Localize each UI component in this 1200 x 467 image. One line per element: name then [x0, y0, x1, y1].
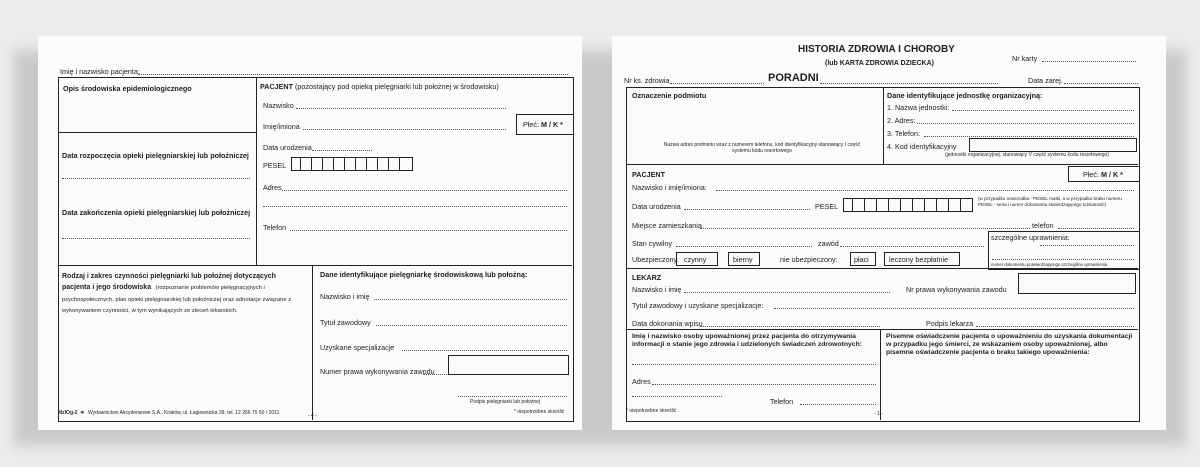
nurse-podpis-label: Podpis pielęgniarki lub położnej [470, 399, 541, 405]
data-rozp-line[interactable] [62, 178, 250, 179]
upowaz-adres-line[interactable] [652, 384, 876, 385]
leczony-checkbox[interactable]: leczony bezpłatnie [884, 252, 960, 266]
telefon-line[interactable] [290, 230, 567, 231]
nurse-spec-label: Uzyskane specjalizacje [320, 343, 395, 352]
pacjent-pesel-label: PESEL [815, 202, 839, 211]
data-zak-line[interactable] [62, 238, 250, 239]
jednostka-nazwa-line[interactable] [952, 110, 1134, 111]
plec-text: Płeć: M / K * [1083, 170, 1123, 179]
nurse-nazwisko-line[interactable] [374, 299, 567, 300]
imie-line[interactable] [303, 129, 506, 130]
env-opis-label: Opis środowiska epidemiologicznego [63, 84, 192, 93]
nurse-spec-line[interactable] [402, 350, 567, 351]
nr-karty-line[interactable] [1042, 61, 1136, 62]
lekarz-nazwisko-label: Nazwisko i imię [632, 285, 682, 294]
patient-name-label: Imię i nazwisko pacjenta: [60, 67, 140, 76]
podmiot-note: Nazwa adres podmiotu wraz z numerem telefonu, kod identyfikacyjny stanowiący I część systemu kodu resortowego [663, 142, 861, 154]
adres-line[interactable] [282, 190, 567, 191]
upowaz-telefon-line[interactable] [800, 404, 876, 405]
jednostka-nazwa-label: 1. Nazwa jednostki: [887, 103, 950, 112]
nr-ks-label: Nr ks. zdrowia [624, 76, 670, 85]
stan-cywilny-label: Stan cywilny [632, 239, 672, 248]
pacjent-nazwisko-label: Nazwisko i imię/imiona: [632, 183, 707, 192]
jednostka-telefon-label: 3. Telefon: [887, 129, 921, 138]
pesel-field[interactable] [291, 157, 413, 171]
nurse-numer-box[interactable] [448, 355, 569, 375]
left-page [38, 36, 582, 430]
patient-name-line[interactable] [138, 74, 568, 75]
nr-ks-line[interactable] [670, 83, 764, 84]
patient-header: PACJENT (pozostający pod opieką pielęgniarki lub położnej w środowisku) [260, 82, 499, 91]
pacjent-pesel-field[interactable] [843, 198, 973, 212]
plec-text: Płeć: M / K * [523, 120, 563, 129]
pacjent-data-urodzenia-label: Data urodzenia [632, 202, 681, 211]
szczegolne-label: szczególne uprawnienia: [991, 233, 1070, 242]
lekarz-nazwisko-line[interactable] [684, 292, 890, 293]
pacjent-telefon-line[interactable] [1058, 228, 1134, 229]
jednostka-adres-label: 2. Adres: [887, 116, 916, 125]
bierny-checkbox[interactable]: bierny [728, 252, 760, 266]
upowaznienie-left-text: Imię i nazwisko osoby upoważnionej przez pacjenta do otrzymywania informacji o stanie jego zdrowia i udzielonych świadczeń zdrowotnych: [632, 333, 862, 349]
pesel-label: PESEL [263, 161, 287, 170]
publisher-logo-icon: ❖ [80, 410, 85, 416]
lekarz-nr-box[interactable] [1018, 273, 1136, 294]
telefon-label: Telefon [263, 223, 287, 232]
divider [627, 164, 1138, 165]
nurse-nazwisko-label: Nazwisko i imię [320, 292, 370, 301]
pesel-note: (w przypadku noworodka - PESEL matki, a w przypadku braku numeru PESEL - seria i numer dokumentu stwierdzającego tożsamość) [978, 196, 1122, 207]
lekarz-header: LEKARZ [632, 273, 662, 282]
divider [627, 329, 1138, 330]
nr-karty-label: Nr karty [1012, 54, 1038, 63]
jednostka-kod-label: 4. Kod identyfikacyjny [887, 142, 957, 151]
upowaz-telefon-label: Telefon [770, 397, 794, 406]
pacjent-nazwisko-line[interactable] [716, 190, 1134, 191]
data-zarej-line[interactable] [1064, 83, 1138, 84]
divider [883, 88, 884, 165]
data-zarej-label: Data zarej. [1028, 76, 1063, 85]
placi-checkbox[interactable]: płaci [850, 252, 876, 266]
page-number: - 1 - [874, 411, 883, 417]
nie-ubezpieczony-label: nie ubezpieczony: [780, 255, 838, 264]
oznaczenie-label: Oznaczenie podmiotu [632, 91, 707, 100]
jednostka-adres-line[interactable] [917, 123, 1134, 124]
podpis-lekarza-label: Podpis lekarza [926, 319, 974, 328]
nurse-header: Dane identyfikujące pielęgniarkę środowiskową lub położną: [320, 270, 528, 279]
rodzaj-text: Rodzaj i zakres czynności pielęgniarki lub położnej dotyczących pacjenta i jego środowiska (rozpoznanie problemów pielęgnacyjnych i psychospołecznych, plan opieki pielęgniarskiej lub położniczej oraz adnotacje związane z wykonywaniem czynności, w tym wynikających ze zleceń lekarskich. [62, 273, 292, 314]
miejsce-label: Miejsce zamieszkania [632, 221, 702, 230]
czynny-checkbox[interactable]: czynny [676, 252, 718, 266]
szczegolne-line[interactable] [1040, 245, 1134, 246]
upowaz-adres-label: Adres [632, 377, 651, 386]
zawod-line[interactable] [840, 246, 984, 247]
nurse-numer-label: Numer prawa wykonywania zawodu [320, 367, 435, 376]
nurse-podpis-line[interactable] [458, 396, 567, 397]
page-number: - 4 - [308, 413, 317, 419]
data-rozp-label: Data rozpoczęcia opieki pielęgniarskiej lub położniczej [62, 151, 249, 160]
pacjent-header: PACJENT [632, 170, 666, 179]
imie-label: Imię/imiona [263, 122, 300, 131]
jednostka-kod-note: (jednostki organizacyjnej, stanowiący V część systemu kodu resortowego) [945, 152, 1109, 158]
jednostka-telefon-line[interactable] [924, 136, 1134, 137]
nurse-numer-line [423, 374, 447, 375]
divider [59, 132, 256, 133]
miejsce-line[interactable] [700, 228, 1030, 229]
upowaznienie-line[interactable] [632, 364, 876, 365]
upowaznienie-right-text: Pisemne oświadczenie pacjenta o upoważnieniu do uzyskania dokumentacji w przypadku jego śmierci, ze wskazaniem osoby upoważnionej, albo pisemne oświadczenie pacjenta o braku takiego upoważnienia: [886, 333, 1133, 357]
divider [59, 265, 572, 266]
data-wpisu-line[interactable] [700, 326, 880, 327]
adres-line-2[interactable] [263, 206, 567, 207]
stan-cywilny-line[interactable] [676, 246, 812, 247]
dane-jednostki-header: Dane identyfikujące jednostkę organizacyjną: [887, 91, 1043, 100]
jednostka-kod-box[interactable] [969, 138, 1137, 152]
poradni-label: PORADNI [768, 72, 819, 84]
divider [312, 265, 313, 420]
numer-dokumentu-note: numer dokumentu potwierdzającego szczególne uprawnienia [991, 262, 1108, 267]
nurse-tytul-label: Tytuł zawodowy [320, 318, 371, 327]
szczegolne-line-2[interactable] [992, 259, 1134, 260]
data-wpisu-label: Data dokonania wpisu [632, 319, 703, 328]
data-urodzenia-label: Data urodzenia [263, 143, 312, 152]
ubezpieczony-label: Ubezpieczony: [632, 255, 680, 264]
nazwisko-label: Nazwisko [263, 101, 294, 110]
lekarz-tytul-label: Tytuł zawodowy i uzyskane specjalizacje: [632, 301, 764, 310]
data-urodzenia-line[interactable] [312, 150, 372, 151]
nurse-tytul-line[interactable] [376, 325, 567, 326]
form-title: HISTORIA ZDROWIA I CHOROBY [798, 44, 955, 55]
pacjent-telefon-label: telefon [1032, 221, 1054, 230]
pacjent-data-urodzenia-line[interactable] [684, 209, 810, 210]
divider [880, 329, 881, 420]
poradni-line[interactable] [820, 83, 998, 84]
form-subtitle: (lub KARTA ZDROWIA DZIECKA) [825, 60, 934, 67]
adres-label: Adres [263, 183, 282, 192]
data-zak-label: Data zakończenia opieki pielęgniarskiej lub położniczej [62, 208, 251, 217]
divider [256, 78, 257, 265]
podpis-lekarza-line[interactable] [976, 326, 1134, 327]
right-page [612, 36, 1166, 430]
lekarz-tytul-line[interactable] [774, 308, 1134, 309]
lekarz-nr-label: Nr prawa wykonywania zawodu [906, 285, 1007, 294]
footnote: * niepotrzebne skreślić [514, 409, 565, 415]
zawod-label: zawód [818, 239, 839, 248]
footnote: * niepotrzebne skreślić [626, 408, 677, 414]
upowaz-adres-line-2[interactable] [632, 396, 722, 397]
footer-publisher: Wydawnictwo Akcydensowe S.A., Kraków, ul. Łagiewnicka 39, tel. 12 266 75 50 / 2011 [88, 410, 280, 416]
footer-code: MzlOg-2 [58, 410, 78, 416]
nazwisko-line[interactable] [296, 108, 506, 109]
plec-box[interactable] [1068, 166, 1140, 182]
plec-box[interactable] [516, 114, 574, 135]
